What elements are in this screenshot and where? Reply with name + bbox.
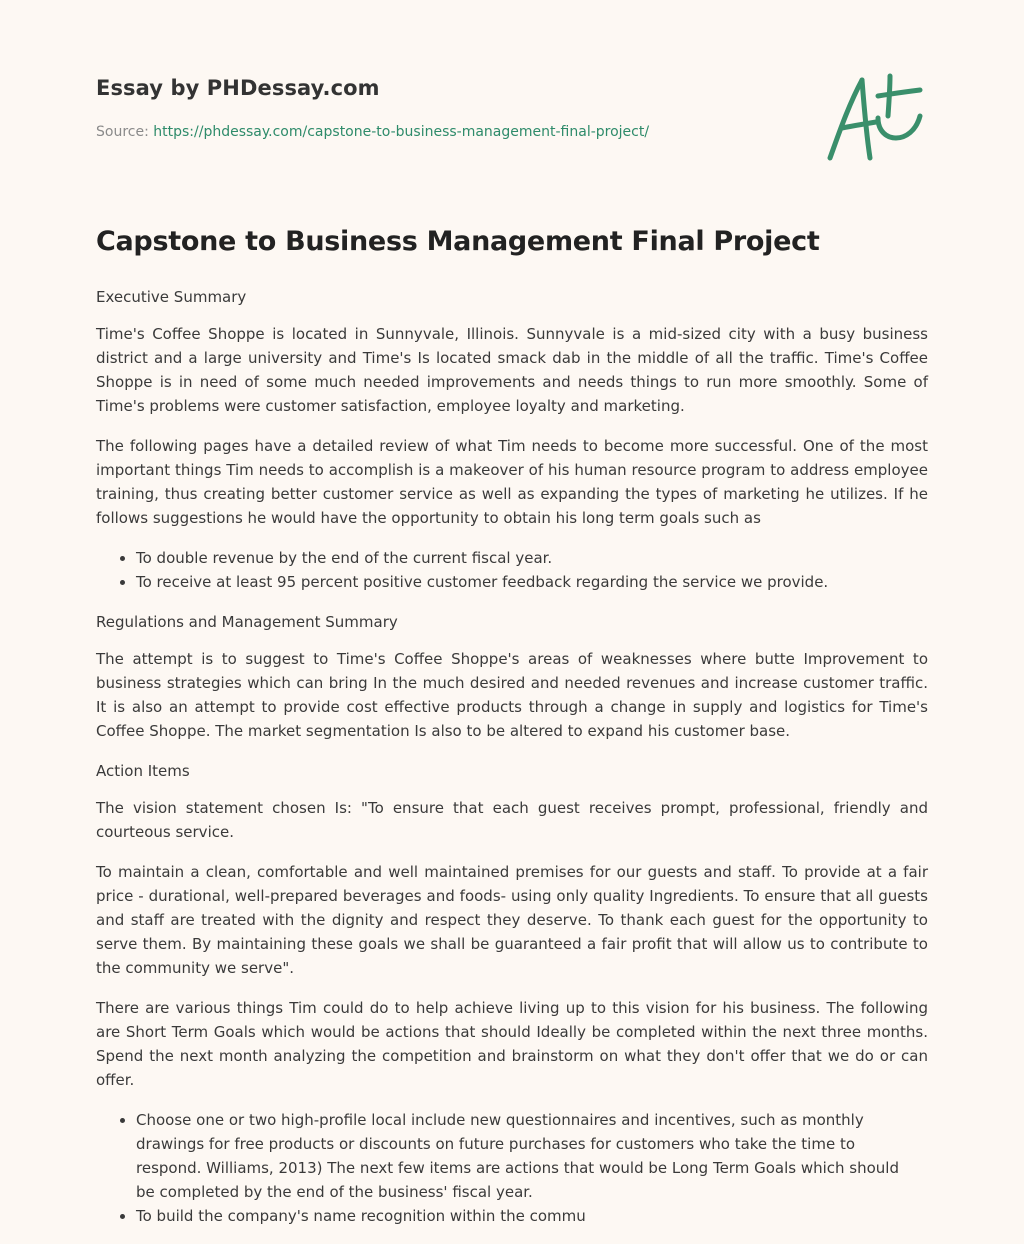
a-plus-logo-icon xyxy=(820,66,930,166)
list-item: • To build the company's name recognition within the commu xyxy=(136,1204,928,1228)
essay-body xyxy=(96,285,928,1244)
list-item: • To double revenue by the end of the current fiscal year. xyxy=(136,546,928,570)
goals-list xyxy=(96,546,928,594)
paragraph: The following pages have a detailed review of what Tim needs to become more successful. One of the most important things Tim needs to accomplish is a makeover of his human resource program to address employee training, thus creating better customer service as well as expanding the types of marketing he utilizes. If he follows suggestions he would have the opportunity to obtain his long term goals such as xyxy=(96,437,928,527)
paragraph: The vision statement chosen Is: "To ensure that each guest receives prompt, professional, friendly and courteous service. xyxy=(96,799,928,841)
source-line xyxy=(96,124,649,140)
section-heading-action-items: Action Items xyxy=(96,762,190,780)
list-item: • Choose one or two high-profile local include new questionnaires and incentives, such as monthly drawings for free products or discounts on future purchases for customers who take the time to respond. Williams, 2013) The next few items are actions that would be Long Term Goals which should be completed by the end of the business' fiscal year. xyxy=(136,1108,928,1204)
section-heading-executive-summary: Executive Summary xyxy=(96,288,247,306)
action-list xyxy=(96,1108,928,1228)
section-heading-regulations: Regulations and Management Summary xyxy=(96,613,398,631)
paragraph: There are various things Tim could do to help achieve living up to this vision for his business. The following are Short Term Goals which would be actions that should Ideally be completed within the next three months. Spend the next month analyzing the competition and brainstorm on what they don't offer that we do or can offer. xyxy=(96,999,928,1089)
list-item: • To receive at least 95 percent positive customer feedback regarding the service we provide. xyxy=(136,570,928,594)
site-title: Essay by PHDessay.com xyxy=(96,76,380,100)
source-link[interactable]: https://phdessay.com/capstone-to-business-management-final-project/ xyxy=(153,124,650,140)
source-label: Source: xyxy=(96,124,149,140)
essay-title: Capstone to Business Management Final Project xyxy=(96,226,820,257)
paragraph: The attempt is to suggest to Time's Coffee Shoppe's areas of weaknesses where butte Improvement to business strategies which can bring In the much desired and needed revenues and increase customer traffic. It is also an attempt to provide cost effective products through a change in supply and logistics for Time's Coffee Shoppe. The market segmentation Is also to be altered to expand his customer base. xyxy=(96,650,928,740)
paragraph: Time's Coffee Shoppe is located in Sunnyvale, Illinois. Sunnyvale is a mid-sized city with a busy business district and a large university and Time's Is located smack dab in the middle of all the traffic. Time's Coffee Shoppe is in need of some much needed improvements and needs things to run more smoothly. Some of Time's problems were customer satisfaction, employee loyalty and marketing. xyxy=(96,325,928,415)
paragraph: To maintain a clean, comfortable and well maintained premises for our guests and staff. To provide at a fair price - durational, well-prepared beverages and foods- using only quality Ingredients. To ensure that all guests and staff are treated with the dignity and respect they deserve. To thank each guest for the opportunity to serve them. By maintaining these goals we shall be guaranteed a fair profit that will allow us to contribute to the community we serve". xyxy=(96,863,928,977)
